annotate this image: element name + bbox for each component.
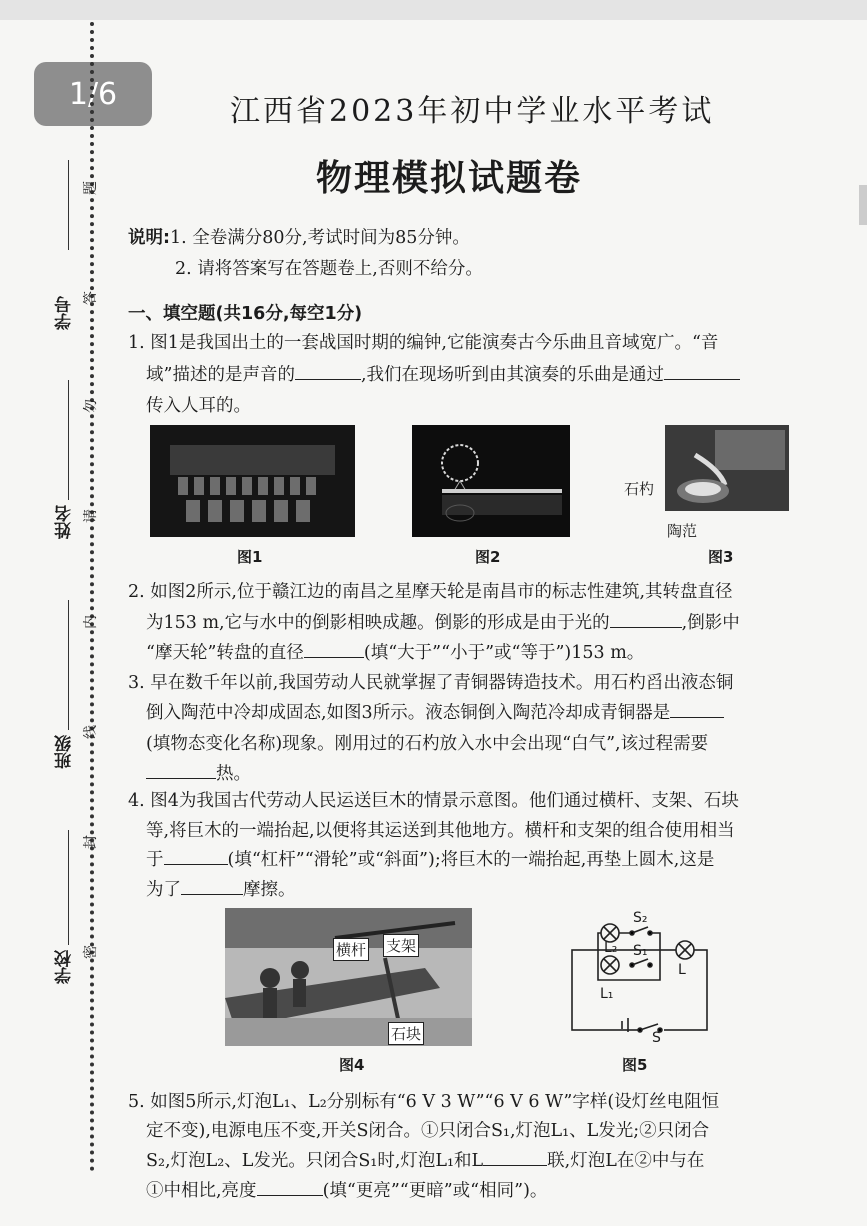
q2-text: 为153 m,它与水中的倒影相映成趣。倒影的形成是由于光的 (146, 613, 610, 633)
answer-blank[interactable] (664, 365, 740, 380)
answer-blank[interactable] (304, 643, 364, 658)
q2-text: “摩天轮”转盘的直径 (146, 643, 304, 663)
figure-3-caption: 图3 (708, 548, 734, 566)
figure-3-casting-photo (665, 425, 789, 511)
q5-line-4 (146, 1181, 547, 1202)
answer-blank[interactable] (257, 1181, 323, 1196)
q4-text: (填“杠杆”“滑轮”或“斜面”);将巨木的一端抬起,再垫上圆木,这是 (227, 850, 715, 870)
student-id-label: 学号 (55, 296, 75, 330)
binding-char: 题 (83, 181, 99, 195)
figure-1-caption: 图1 (237, 548, 263, 566)
q4-text: 摩擦。 (243, 880, 296, 900)
q3-text: 热。 (216, 764, 251, 784)
notes-item-2: 2. 请将答案写在答题卷上,否则不给分。 (175, 259, 483, 279)
figure-5-s2-label: S₂ (633, 910, 648, 926)
section-heading: 一、填空题(共16分,每空1分) (128, 304, 363, 324)
q4-line-1: 4. 图4为我国古代劳动人民运送巨木的情景示意图。他们通过横杆、支架、石块 (128, 791, 739, 811)
q2-line-2 (146, 613, 740, 634)
q3-line-3: (填物态变化名称)现象。刚用过的石杓放入水中会出现“白气”,该过程需要 (146, 734, 709, 754)
figure-4-timber-photo (225, 908, 472, 1046)
figure-5-caption: 图5 (622, 1056, 648, 1074)
paper-title: 物理模拟试题卷 (316, 158, 583, 199)
student-id-line (68, 160, 69, 250)
q4-text: 为了 (146, 880, 181, 900)
figure-2-ferris-wheel-photo (412, 425, 570, 537)
q1-line-2 (146, 365, 740, 386)
q1-line-1: 1. 图1是我国出土的一套战国时期的编钟,它能演奏古今乐曲且音域宽广。“音 (128, 333, 719, 353)
q5-text: S₂,灯泡L₂、L发光。只闭合S₁时,灯泡L₁和L (146, 1151, 484, 1171)
figure-5-s-label: S (652, 1030, 661, 1046)
figure-5-circuit-diagram (560, 905, 720, 1050)
q5-text: 联,灯泡L在②中与在 (547, 1151, 705, 1171)
q4-line-2: 等,将巨木的一端抬起,以便将其运送到其他地方。横杆和支架的组合使用相当 (146, 821, 735, 841)
side-scroll-tab[interactable] (859, 185, 867, 225)
figure-5-l-label: L (678, 962, 686, 978)
figure-4-lever-label: 横杆 (333, 938, 369, 961)
answer-blank[interactable] (483, 1151, 547, 1166)
q5-text: (填“更亮”“更暗”或“相同”)。 (322, 1181, 548, 1201)
answer-blank[interactable] (181, 880, 243, 895)
q5-line-3 (146, 1151, 704, 1172)
answer-blank[interactable] (146, 764, 216, 779)
school-line (68, 830, 69, 945)
binding-char: 答 (83, 291, 99, 305)
q4-line-4 (146, 880, 296, 901)
q3-line-1: 3. 早在数千年以前,我国劳动人民就掌握了青铜器铸造技术。用石杓舀出液态铜 (128, 673, 734, 693)
class-label: 班级 (55, 735, 75, 769)
binding-char: 封 (83, 835, 99, 849)
figure-3-mold-label: 陶范 (667, 522, 698, 540)
q4-line-3 (146, 850, 714, 871)
notes-item-1: 1. 全卷满分80分,考试时间为85分钟。 (170, 228, 470, 248)
name-line (68, 380, 69, 500)
figure-4-stone-label: 石块 (388, 1022, 424, 1045)
class-line (68, 600, 69, 730)
answer-blank[interactable] (164, 850, 228, 865)
figure-1-bells-photo (150, 425, 355, 537)
answer-blank[interactable] (610, 613, 682, 628)
q5-line-1: 5. 如图5所示,灯泡L₁、L₂分别标有“6 V 3 W”“6 V 6 W”字样(设灯丝电阻恒 (128, 1092, 720, 1112)
answer-blank[interactable] (295, 365, 361, 380)
binding-char: 密 (83, 945, 99, 959)
q1-text: 域”描述的是声音的 (146, 365, 295, 385)
name-label: 姓名 (55, 505, 75, 539)
q2-line-1: 2. 如图2所示,位于赣江边的南昌之星摩天轮是南昌市的标志性建筑,其转盘直径 (128, 582, 733, 602)
q2-line-3 (146, 643, 644, 664)
binding-char: 请 (83, 509, 99, 523)
viewer-top-bar (0, 0, 867, 20)
answer-blank[interactable] (670, 703, 724, 718)
q5-text: ①中相比,亮度 (146, 1181, 257, 1201)
q1-text: ,我们在现场听到由其演奏的乐曲是通过 (360, 365, 665, 385)
binding-char: 勿 (83, 399, 99, 413)
q4-text: 于 (146, 850, 164, 870)
page-indicator-text: 1/6 (68, 76, 118, 112)
figure-5-l2-label: L₂ (604, 940, 618, 956)
binding-char: 内 (83, 615, 99, 629)
q3-line-2 (146, 703, 724, 724)
q2-text: (填“大于”“小于”或“等于”)153 m。 (363, 643, 645, 663)
figure-3-spoon-label: 石杓 (624, 480, 655, 498)
q2-text: ,倒影中 (681, 613, 740, 633)
figure-2-caption: 图2 (475, 548, 501, 566)
q3-line-4 (146, 764, 251, 785)
school-label: 学校 (55, 950, 75, 984)
q3-text: 倒入陶范中冷却成固态,如图3所示。液态铜倒入陶范冷却成青铜器是 (146, 703, 671, 723)
notes-label: 说明: (128, 228, 170, 248)
figure-5-l1-label: L₁ (600, 986, 614, 1002)
q5-line-2: 定不变),电源电压不变,开关S闭合。①只闭合S₁,灯泡L₁、L发光;②只闭合 (146, 1121, 710, 1141)
binding-char: 线 (83, 725, 99, 739)
figure-4-frame-label: 支架 (383, 934, 419, 957)
notes-line-1 (128, 228, 470, 249)
q1-line-3: 传入人耳的。 (146, 396, 251, 416)
figure-5-s1-label: S₁ (633, 943, 648, 959)
exam-title: 江西省2023年初中学业水平考试 (230, 94, 715, 129)
figure-4-caption: 图4 (339, 1056, 365, 1074)
